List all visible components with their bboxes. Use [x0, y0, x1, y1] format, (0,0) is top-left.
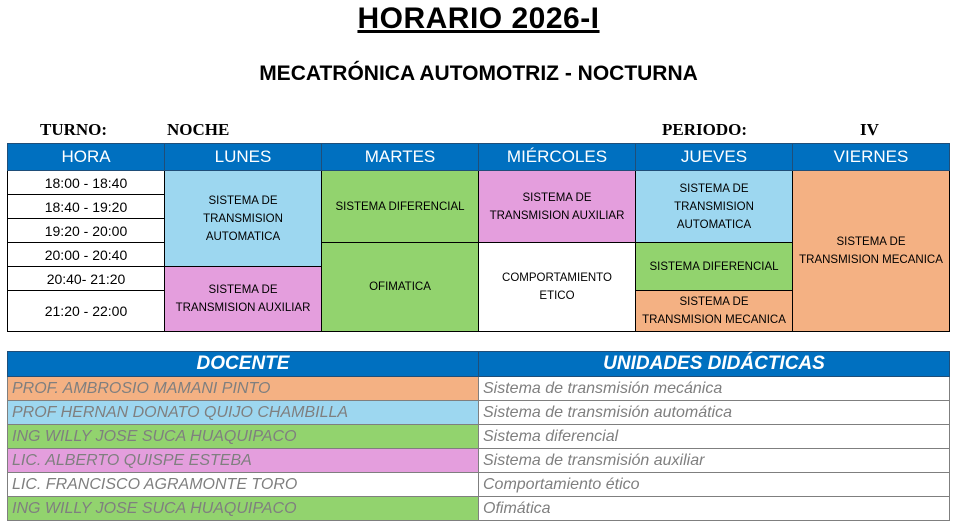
header-martes: MARTES [322, 144, 479, 171]
unidad-cell: Sistema de transmisión automática [479, 401, 950, 425]
unidad-cell: Ofimática [479, 497, 950, 521]
header-unidades: UNIDADES DIDÁCTICAS [479, 352, 950, 377]
docente-cell: PROF HERNAN DONATO QUIJO CHAMBILLA [8, 401, 479, 425]
header-viernes: VIERNES [793, 144, 950, 171]
legend-row [8, 449, 950, 473]
schedule-table [7, 143, 950, 332]
time-cell: 18:00 - 18:40 [8, 171, 165, 195]
unidad-cell: Sistema de transmisión mecánica [479, 377, 950, 401]
turno-label: TURNO: [40, 120, 108, 139]
time-cell: 19:20 - 20:00 [8, 219, 165, 243]
class-cell-viernes-1: SISTEMA DE TRANSMISION MECANICA [793, 171, 950, 332]
class-cell-miercoles-2: COMPORTAMIENTO ETICO [479, 243, 636, 332]
turno-value: NOCHE [167, 120, 230, 139]
unidad-cell: Sistema de transmisión auxiliar [479, 449, 950, 473]
time-cell: 20:00 - 20:40 [8, 243, 165, 267]
legend-row [8, 425, 950, 449]
class-cell-miercoles-1: SISTEMA DE TRANSMISION AUXILIAR [479, 171, 636, 243]
class-cell-martes-2: OFIMATICA [322, 243, 479, 332]
page-title: HORARIO 2026-I [357, 2, 600, 35]
header-lunes: LUNES [165, 144, 322, 171]
class-cell-lunes-2: SISTEMA DE TRANSMISION AUXILIAR [165, 267, 322, 332]
class-cell-jueves-3: SISTEMA DE TRANSMISION MECANICA [636, 291, 793, 332]
docente-cell: ING WILLY JOSE SUCA HUAQUIPACO [8, 425, 479, 449]
docente-cell: PROF. AMBROSIO MAMANI PINTO [8, 377, 479, 401]
periodo-value: IV [860, 120, 879, 139]
legend-row [8, 497, 950, 521]
legend-row [8, 473, 950, 497]
unidad-cell: Sistema diferencial [479, 425, 950, 449]
time-row [8, 171, 950, 195]
header-jueves: JUEVES [636, 144, 793, 171]
legend-row [8, 377, 950, 401]
docente-cell: LIC. ALBERTO QUISPE ESTEBA [8, 449, 479, 473]
schedule-header-row [8, 144, 950, 171]
class-cell-lunes-1: SISTEMA DE TRANSMISION AUTOMATICA [165, 171, 322, 267]
time-cell: 20:40- 21:20 [8, 267, 165, 291]
header-hora: HORA [8, 144, 165, 171]
header-docente: DOCENTE [8, 352, 479, 377]
time-cell: 18:40 - 19:20 [8, 195, 165, 219]
periodo-label: PERIODO: [662, 120, 747, 139]
docente-cell: LIC. FRANCISCO AGRAMONTE TORO [8, 473, 479, 497]
docente-cell: ING WILLY JOSE SUCA HUAQUIPACO [8, 497, 479, 521]
class-cell-martes-1: SISTEMA DIFERENCIAL [322, 171, 479, 243]
unidad-cell: Comportamiento ético [479, 473, 950, 497]
page-subtitle: MECATRÓNICA AUTOMOTRIZ - NOCTURNA [259, 62, 698, 85]
time-cell: 21:20 - 22:00 [8, 291, 165, 332]
legend-row [8, 401, 950, 425]
header-miercoles: MIÉRCOLES [479, 144, 636, 171]
class-cell-jueves-1: SISTEMA DE TRANSMISION AUTOMATICA [636, 171, 793, 243]
class-cell-jueves-2: SISTEMA DIFERENCIAL [636, 243, 793, 291]
legend-header-row [8, 352, 950, 377]
legend-table [7, 351, 950, 521]
